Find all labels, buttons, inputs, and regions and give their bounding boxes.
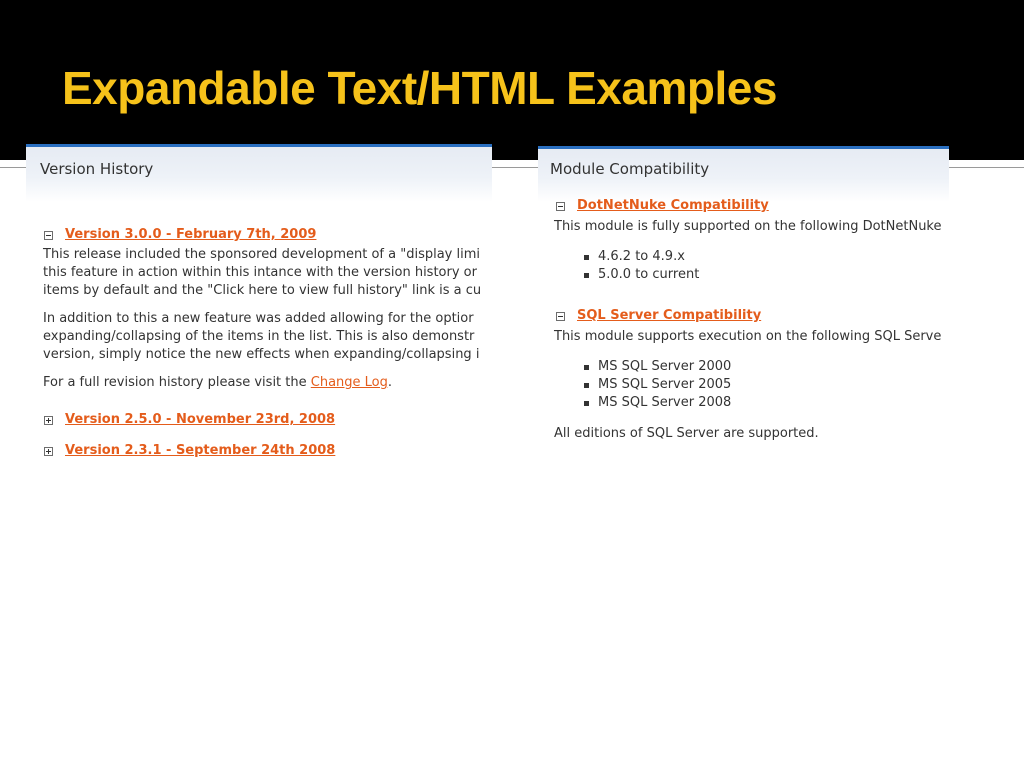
compatibility-section-link[interactable]: SQL Server Compatibility	[577, 308, 762, 323]
revision-history-prefix: For a full revision history please visit the	[43, 375, 311, 390]
version-text-line: This release included the sponsored development of a "display limi	[43, 247, 480, 262]
compatibility-intro: This module is fully supported on the following DotNetNuke	[554, 219, 942, 234]
collapse-icon[interactable]	[44, 231, 53, 240]
expand-icon[interactable]	[44, 447, 53, 456]
version-text-line: expanding/collapsing of the items in the list. This is also demonstr	[43, 329, 475, 344]
slide-title: Expandable Text/HTML Examples	[62, 62, 777, 114]
compatibility-section-header[interactable]	[556, 197, 769, 215]
list-item: MS SQL Server 2005	[584, 376, 731, 394]
compatibility-section-link[interactable]: DotNetNuke Compatibility	[577, 198, 769, 213]
slide-title-bar	[0, 0, 1024, 160]
list-item: 4.6.2 to 4.9.x	[584, 248, 699, 266]
version-history-panel	[26, 144, 492, 464]
compatibility-intro: This module supports execution on the following SQL Serve	[554, 329, 942, 344]
change-log-link[interactable]: Change Log	[310, 375, 388, 390]
module-compatibility-title: Module Compatibility	[550, 160, 710, 178]
expand-icon[interactable]	[44, 416, 53, 425]
collapse-icon[interactable]	[556, 312, 565, 321]
collapse-icon[interactable]	[556, 202, 565, 211]
list-item: MS SQL Server 2008	[584, 394, 731, 412]
module-compatibility-panel	[538, 146, 949, 446]
version-text-line: In addition to this a new feature was added allowing for the optior	[43, 311, 474, 326]
version-history-title: Version History	[40, 160, 154, 178]
module-compatibility-header	[538, 146, 949, 202]
version-text-line: this feature in action within this intance with the version history or	[43, 265, 477, 280]
version-item[interactable]	[44, 226, 316, 244]
list-item: MS SQL Server 2000	[584, 358, 731, 376]
sql-editions-note: All editions of SQL Server are supported.	[554, 426, 819, 441]
version-text-line: version, simply notice the new effects when expanding/collapsing i	[43, 347, 480, 362]
version-text-line: items by default and the "Click here to view full history" link is a cu	[43, 283, 482, 298]
version-item-link[interactable]: Version 2.5.0 - November 23rd, 2008	[65, 412, 336, 427]
sql-server-version-list	[584, 358, 731, 412]
version-item[interactable]	[44, 442, 335, 460]
revision-history-line	[43, 374, 392, 392]
compatibility-section-header[interactable]	[556, 307, 761, 325]
version-item[interactable]	[44, 411, 335, 429]
version-item-link[interactable]: Version 2.3.1 - September 24th 2008	[65, 443, 336, 458]
list-item: 5.0.0 to current	[584, 266, 699, 284]
version-item-link[interactable]: Version 3.0.0 - February 7th, 2009	[65, 227, 317, 242]
version-history-header	[26, 144, 492, 202]
revision-history-suffix: .	[387, 375, 393, 390]
dotnetnuke-version-list	[584, 248, 699, 284]
